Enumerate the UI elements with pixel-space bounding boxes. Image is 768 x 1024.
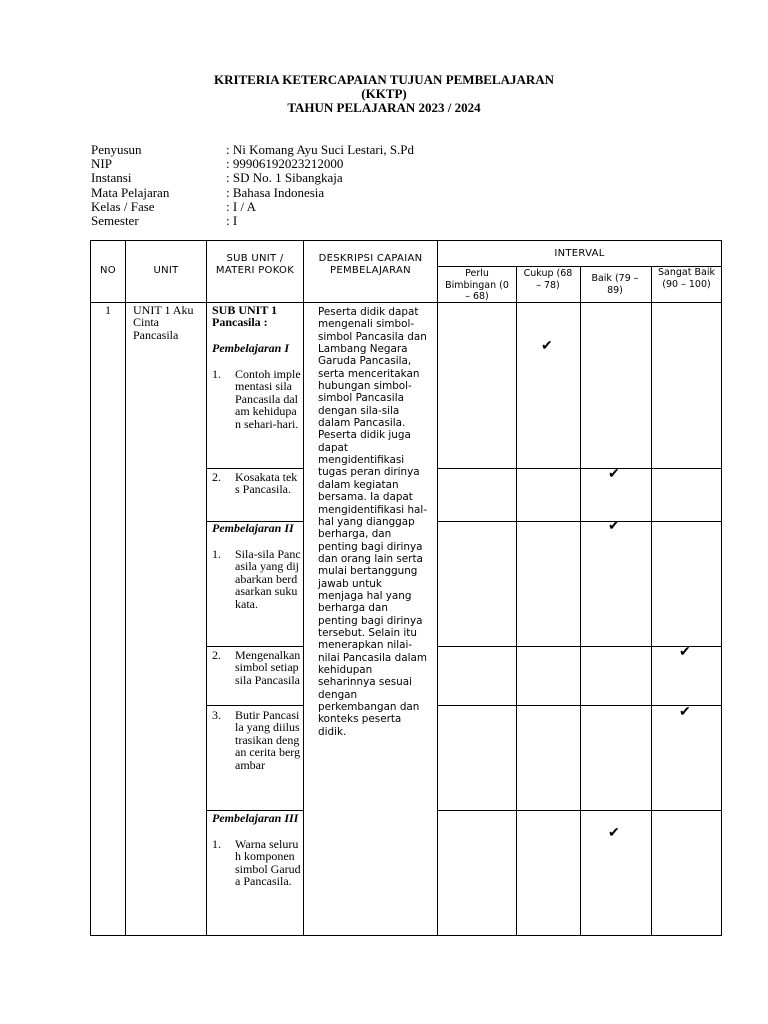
check-mark-icon: ✔ xyxy=(541,339,553,354)
title-line-1: KRITERIA KETERCAPAIAN TUJUAN PEMBELAJARAN xyxy=(213,72,555,87)
materi-item xyxy=(212,471,304,519)
materi-item-number: 2. xyxy=(212,470,221,484)
pembelajaran-3-label: Pembelajaran III xyxy=(212,811,299,825)
materi-item-text: Sila-sila Pancasila yang dijabarkan berdasarkan suku kata. xyxy=(235,547,301,611)
info-label: NIP xyxy=(91,156,112,172)
header-sangat-baik: Sangat Baik (90 – 100) xyxy=(658,267,715,290)
materi-item xyxy=(212,838,304,928)
materi-item-text: Contoh implementasi sila Pancasila dalam kehidupan sehari-hari. xyxy=(235,367,301,431)
check-mark-icon: ✔ xyxy=(679,645,691,660)
info-value: : Bahasa Indonesia xyxy=(226,184,325,200)
materi-item-number: 1. xyxy=(212,837,221,851)
header-cukup: Cukup (68 – 78) xyxy=(523,268,573,291)
header-perlu-bimbingan: Perlu Bimbingan (0 – 68) xyxy=(445,268,509,302)
info-label: Instansi xyxy=(91,170,132,186)
check-mark-icon: ✔ xyxy=(679,705,691,720)
header-unit: UNIT xyxy=(153,265,179,276)
info-value: : Ni Komang Ayu Suci Lestari, S.Pd xyxy=(226,142,415,157)
materi-item-text: Mengenalkan simbol setiap sila Pancasila xyxy=(235,648,301,687)
header-deskripsi: DESKRIPSI CAPAIAN PEMBELAJARAN xyxy=(318,253,423,277)
info-value: : I / A xyxy=(226,198,256,214)
info-label: Kelas / Fase xyxy=(91,198,155,214)
row-number: 1 xyxy=(105,303,111,317)
header-no: NO xyxy=(100,265,116,276)
title-line-3: TAHUN PELAJARAN 2023 / 2024 xyxy=(287,100,481,115)
materi-item-number: 2. xyxy=(212,648,221,662)
info-value: : I xyxy=(226,213,238,229)
materi-item xyxy=(212,649,304,704)
header-interval: INTERVAL xyxy=(554,248,605,259)
materi-item-text: Warna seluruh komponen simbol Garuda Pancasila. xyxy=(235,837,301,889)
header-baik: Baik (79 – 89) xyxy=(591,273,639,296)
unit-name: UNIT 1 Aku Cinta Pancasila xyxy=(133,303,194,342)
materi-item-number: 1. xyxy=(212,367,221,381)
info-label: Semester xyxy=(91,213,139,229)
info-value: : SD No. 1 Sibangkaja xyxy=(226,170,343,186)
sub-unit-title: SUB UNIT 1 Pancasila : xyxy=(212,303,278,330)
materi-item-number: 1. xyxy=(212,547,221,561)
materi-item xyxy=(212,368,304,468)
pembelajaran-1-label: Pembelajaran I xyxy=(212,341,289,355)
materi-item xyxy=(212,548,304,644)
title-line-2: (KKTP) xyxy=(361,86,407,101)
materi-item-text: Kosakata teks Pancasila. xyxy=(235,470,298,497)
deskripsi-capaian-text: Peserta didik dapat mengenali simbol-simbol Pancasila dan Lambang Negara Garuda Pancasila, serta menceritakan hubungan simbol-simbol Pancasila dengan sila-sila dalam Pancasila. Peserta didik juga dapat mengidentifikasi tugas peran dirinya dalam kegiatan bersama. Ia dapat mengidentifikasi hal-hal yang dianggap berharga, dan penting bagi dirinya dan orang lain serta mulai bertanggung jawab untuk menjaga hal yang berharga dan penting bagi dirinya tersebut. Selain itu menerapkan nilai-nilai Pancasila dalam kehidupan seharinnya sesuai dengan perkembangan dan konteks peserta didik. xyxy=(318,306,428,738)
materi-item-text: Butir Pancasila yang diilustrasikan dengan cerita bergambar xyxy=(235,708,301,772)
pembelajaran-2-label: Pembelajaran II xyxy=(212,521,294,535)
check-mark-icon: ✔ xyxy=(608,826,620,841)
check-mark-icon: ✔ xyxy=(608,519,620,534)
info-label: Mata Pelajaran xyxy=(91,184,170,200)
check-mark-icon: ✔ xyxy=(608,467,620,482)
info-value: : 99906192023212000 xyxy=(226,156,344,172)
materi-item-number: 3. xyxy=(212,708,221,722)
info-label: Penyusun xyxy=(91,142,142,157)
header-sub-unit: SUB UNIT / MATERI POKOK xyxy=(215,253,295,277)
materi-item xyxy=(212,709,304,807)
